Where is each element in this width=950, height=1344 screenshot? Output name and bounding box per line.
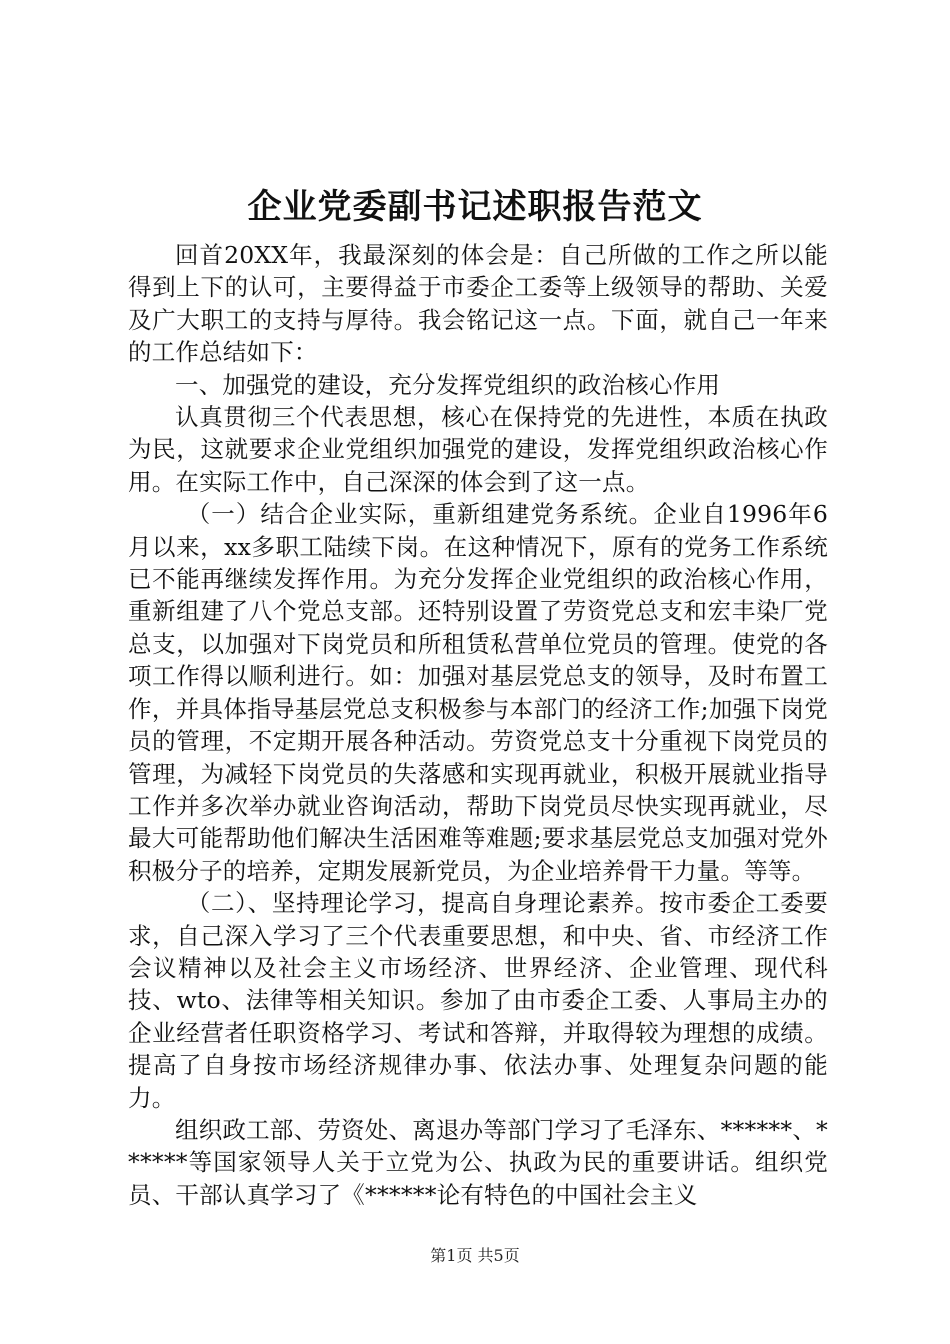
- paragraph-subsection-1: （一）结合企业实际，重新组建党务系统。企业自1996年6月以来，xx多职工陆续下岗。在这种情况下，原有的党务工作系统已不能再继续发挥作用。为充分发挥企业党组织的政治核心作用，重新组建了八个党总支部。还特别设置了劳资党总支和宏丰染厂党总支，以加强对下岗党员和所租赁私营单位党员的管理。使党的各项工作得以顺利进行。如：加强对基层党总支的领导，及时布置工作，并具体指导基层党总支积极参与本部门的经济工作;加强下岗党员的管理，不定期开展各种活动。劳资党总支十分重视下岗党员的管理，为减轻下岗党员的失落感和实现再就业，积极开展就业指导工作并多次举办就业咨询活动，帮助下岗党员尽快实现再就业，尽最大可能帮助他们解决生活困难等难题;要求基层党总支加强对党外积极分子的培养，定期发展新党员，为企业培养骨干力量。等等。: [128, 500, 828, 885]
- document-body: [128, 239, 828, 1211]
- paragraph-study-organization: 组织政工部、劳资处、离退办等部门学习了毛泽东、******、******等国家领导人关于立党为公、执政为民的重要讲话。组织党员、干部认真学习了《******论有特色的中国社会主义: [128, 1115, 828, 1209]
- paragraph-subsection-2: （二）、坚持理论学习，提高自身理论素养。按市委企工委要求，自己深入学习了三个代表重要思想，和中央、省、市经济工作会议精神以及社会主义市场经济、世界经济、企业管理、现代科技、wto、法律等相关知识。参加了由市委企工委、人事局主办的企业经营者任职资格学习、考试和答辩，并取得较为理想的成绩。提高了自身按市场经济规律办事、依法办事、处理复杂问题的能力。: [128, 889, 828, 1112]
- paragraph-section-1-summary: 认真贯彻三个代表思想，核心在保持党的先进性，本质在执政为民，这就要求企业党组织加强党的建设，发挥党组织政治核心作用。在实际工作中，自己深深的体会到了这一点。: [128, 403, 828, 496]
- section-heading-1: 一、加强党的建设，充分发挥党组织的政治核心作用: [175, 370, 721, 399]
- document-title: 企业党委副书记述职报告范文: [247, 187, 703, 227]
- paragraph-intro: 回首20XX年，我最深刻的体会是：自己所做的工作之所以能得到上下的认可，主要得益于市委企工委等上级领导的帮助、关爱及广大职工的支持与厚待。我会铭记这一点。下面，就自己一年来的工作总结如下：: [128, 241, 828, 367]
- page-number-footer: 第1页 共5页: [430, 1246, 520, 1265]
